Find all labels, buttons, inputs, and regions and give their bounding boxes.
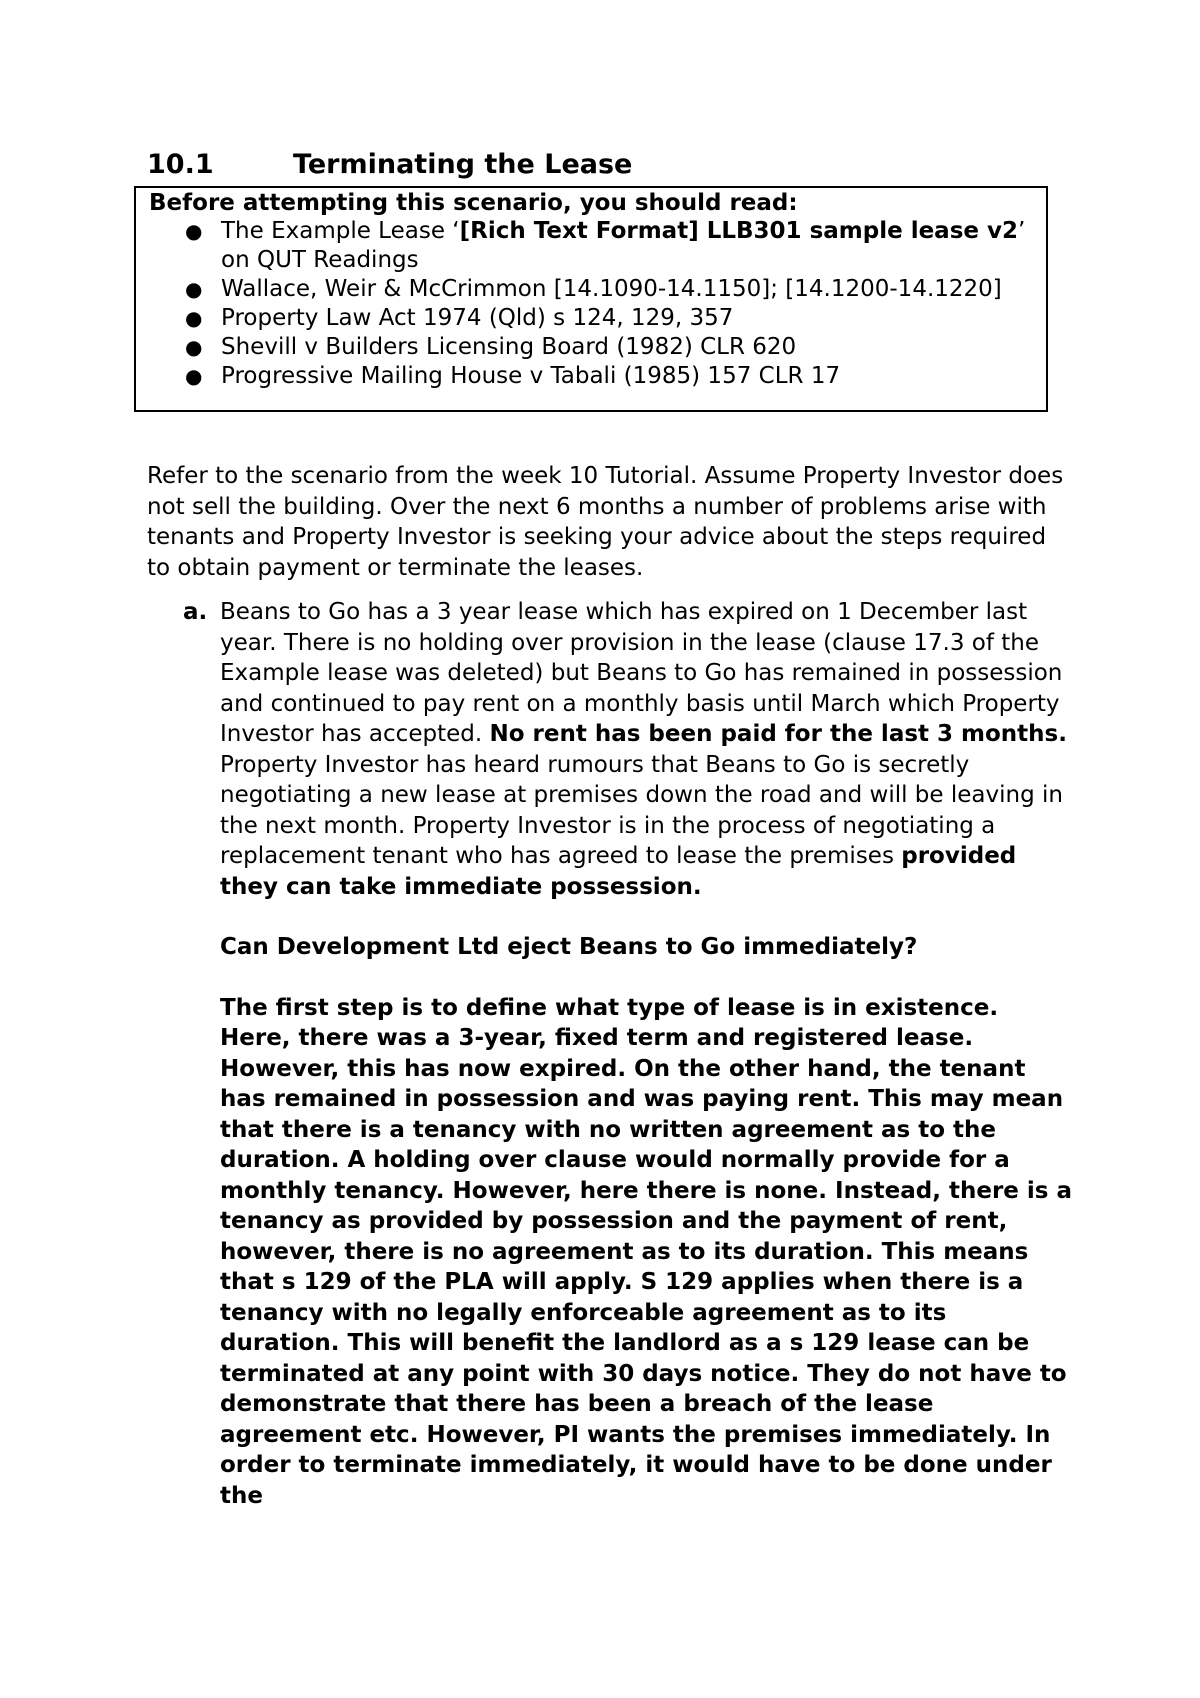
intro-paragraph: Refer to the scenario from the week 10 Tutorial. Assume Property Investor does not sell the building. Over the next 6 months a number of problems arise with tenants and Property Investor is seeking your advice about the steps required to obtain payment or terminate the leases. — [147, 463, 1064, 581]
reading-item — [149, 217, 1046, 275]
reading-box-title: Before attempting this scenario, you should read: — [149, 190, 798, 216]
reading-item-prefix: The Example Lease ‘ — [221, 218, 460, 244]
bullet-icon: ● — [185, 306, 203, 330]
item-label: a. — [183, 599, 208, 625]
reading-item-text: Property Law Act 1974 (Qld) s 124, 129, 357 — [221, 305, 734, 331]
section-heading — [147, 148, 632, 182]
item-a-answer: The first step is to define what type of lease is in existence. Here, there was a 3-year, fixed term and registered lease. However, this has now expired. On the other hand, the tenant has remained in possession and was paying rent. This may mean that there is a tenancy with no written agreement as to the duration. A holding over clause would normally provide for a monthly tenancy. However, here there is none. Instead, there is a tenancy as provided by possession and the payment of rent, however, there is no agreement as to its duration. This means that s 129 of the PLA will apply. S 129 applies when there is a tenancy with no legally enforceable agreement as to its duration. This will benefit the landlord as a s 129 lease can be terminated at any point with 30 days notice. They do not have to demonstrate that there has been a breach of the lease agreement etc. However, PI wants the premises immediately. In order to terminate immediately, it would have to be done under the — [220, 994, 1072, 1509]
item-a-bold-2: provided they can take immediate possession. — [220, 843, 1017, 900]
required-reading-box — [134, 186, 1048, 412]
item-a-text-1: Beans to Go has a 3 year lease which has expired on 1 December last year. There is no holding over provision in the lease (clause 17.3 of the Example lease was deleted) but Beans to Go has remained in possession and continued to pay rent on a monthly basis until March which Property Investor has accepted. — [220, 599, 1063, 747]
reading-item — [149, 362, 1046, 391]
item-a-question: Can Development Ltd eject Beans to Go immediately? — [220, 934, 918, 960]
bullet-icon: ● — [185, 335, 203, 359]
reading-item-text: Progressive Mailing House v Tabali (1985) 157 CLR 17 — [221, 363, 841, 389]
bullet-icon: ● — [185, 277, 203, 301]
section-number: 10.1 — [147, 149, 214, 180]
reading-item — [149, 304, 1046, 333]
reading-item-text: Wallace, Weir & McCrimmon [14.1090-14.1150]; [14.1200-14.1220] — [221, 276, 1002, 302]
reading-item — [149, 333, 1046, 362]
reading-list — [149, 217, 1046, 391]
bullet-icon: ● — [185, 219, 203, 243]
reading-item-bold-title: [Rich Text Format] LLB301 sample lease v2 — [459, 218, 1018, 244]
section-title: Terminating the Lease — [293, 149, 633, 180]
scenario-item-a — [147, 597, 1072, 1511]
item-a-bold-1: No rent has been paid for the last 3 months. — [489, 721, 1067, 747]
reading-item — [149, 275, 1046, 304]
reading-item-text: Shevill v Builders Licensing Board (1982) CLR 620 — [221, 334, 797, 360]
reading-item-suffix: ’ on QUT Readings — [221, 218, 1026, 273]
item-a-text-2: Property Investor has heard rumours that Beans to Go is secretly negotiating a new lease at premises down the road and will be leaving in the next month. Property Investor is in the process of negotiating a replacement tenant who has agreed to lease the premises — [220, 751, 1063, 869]
item-a-body — [220, 597, 1072, 902]
bullet-icon: ● — [185, 364, 203, 388]
